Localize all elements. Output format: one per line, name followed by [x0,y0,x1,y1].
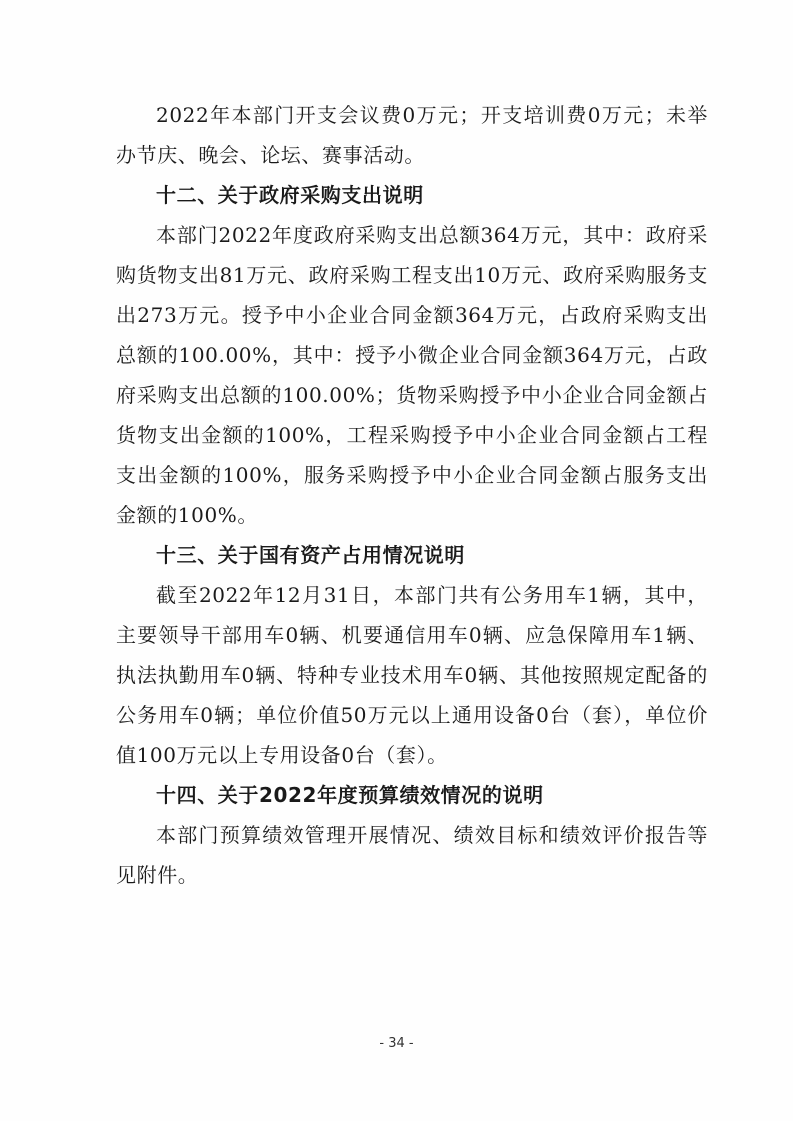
heading-state-assets: 十三、关于国有资产占用情况说明 [156,543,465,567]
paragraph-government-procurement: 本部门2022年度政府采购支出总额364万元，其中：政府采购货物支出81万元、政府采购工程支出10万元、政府采购服务支出273万元。授予中小企业合同金额364万元，占政府采购支出总额的100.00%，其中：授予小微企业合同金额364万元，占政府采购支出总额的100.00%；货物采购授予中小企业合同金额占货物支出金额的100%，工程采购授予中小企业合同金额占工程支出金额的100%，服务采购授予中小企业合同金额占服务支出金额的100%。 [116,223,708,527]
page-number: - 34 - [379,1036,414,1051]
heading-budget-performance: 十四、关于2022年度预算绩效情况的说明 [156,783,544,807]
paragraph-state-assets: 截至2022年12月31日，本部门共有公务用车1辆，其中，主要领导干部用车0辆、机要通信用车0辆、应急保障用车1辆、执法执勤用车0辆、特种专业技术用车0辆、其他按照规定配备的公务用车0辆；单位价值50万元以上通用设备0台（套），单位价值100万元以上专用设备0台（套）。 [116,583,708,767]
document-body [116,95,708,895]
heading-government-procurement: 十二、关于政府采购支出说明 [156,183,424,207]
paragraph-meeting-fees: 2022年本部门开支会议费0万元；开支培训费0万元；未举办节庆、晚会、论坛、赛事活动。 [116,103,708,167]
paragraph-budget-performance: 本部门预算绩效管理开展情况、绩效目标和绩效评价报告等见附件。 [116,823,708,887]
